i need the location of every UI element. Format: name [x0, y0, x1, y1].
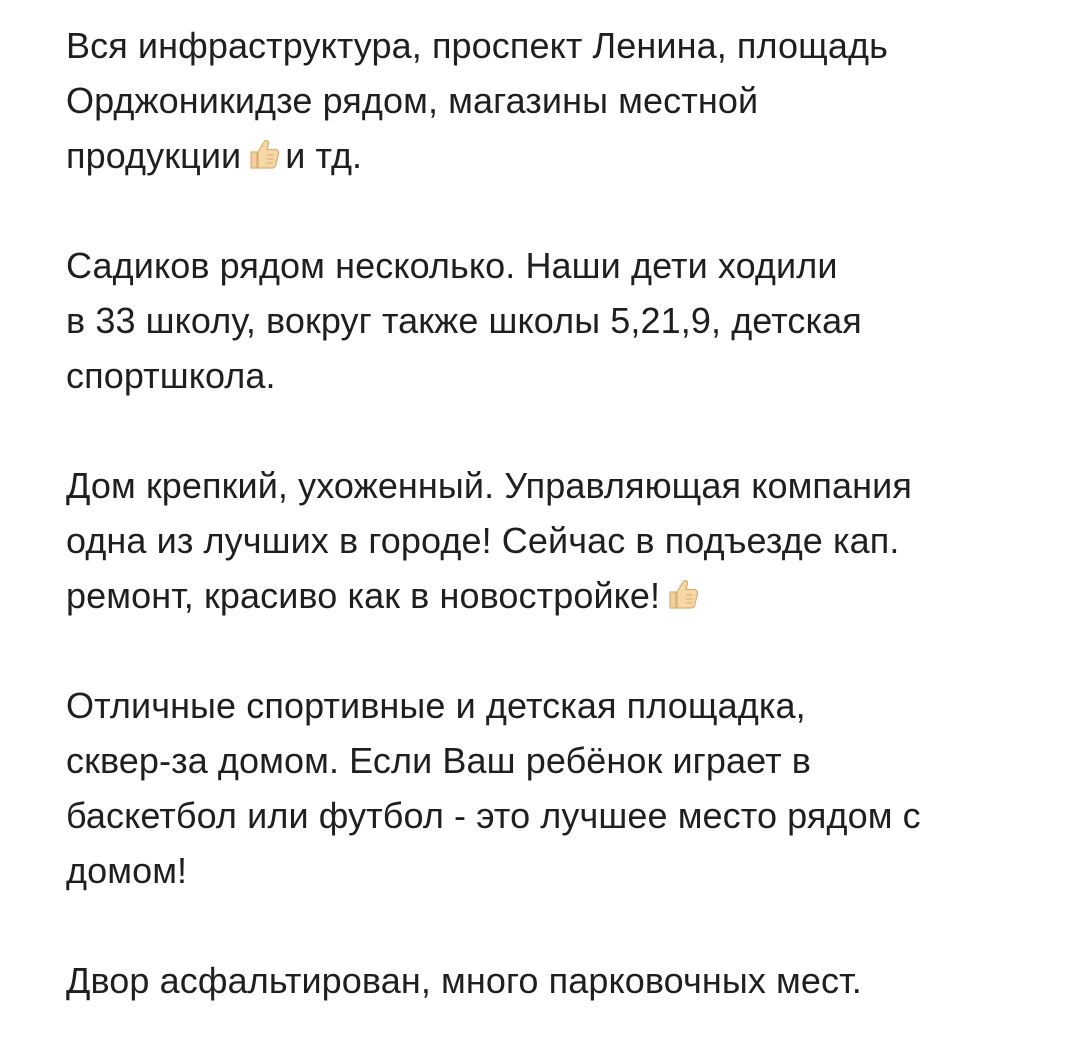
text-line: баскетбол или футбол - это лучшее место рядом с: [66, 795, 921, 836]
paragraph-infrastructure: [66, 18, 1056, 183]
paragraph-schools: [66, 238, 1056, 403]
text-line: одна из лучших в городе! Сейчас в подъезде кап.: [66, 520, 900, 561]
text-line-with-emoji: [66, 568, 1056, 623]
text-line: спортшкола.: [66, 355, 276, 396]
text-fragment: продукции: [66, 135, 242, 176]
text-line: Отличные спортивные и детская площадка,: [66, 685, 806, 726]
paragraph-house: [66, 458, 1056, 623]
text-line-with-emoji: [66, 128, 1056, 183]
text-line: домом!: [66, 850, 188, 891]
text-fragment: и тд.: [285, 135, 363, 176]
paragraph-parking: [66, 953, 1056, 1008]
paragraph-playgrounds: [66, 678, 1056, 898]
text-line: в 33 школу, вокруг также школы 5,21,9, детская: [66, 300, 862, 341]
thumbs-up-icon: [243, 134, 283, 174]
text-line: Садиков рядом несколько. Наши дети ходили: [66, 245, 838, 286]
text-fragment: ремонт, красиво как в новостройке!: [66, 575, 661, 616]
text-line: Дом крепкий, ухоженный. Управляющая компания: [66, 465, 912, 506]
post-body: [66, 18, 1056, 1008]
thumbs-up-icon: [662, 574, 702, 614]
text-line: Двор асфальтирован, много парковочных мест.: [66, 960, 862, 1001]
text-line: сквер-за домом. Если Ваш ребёнок играет в: [66, 740, 811, 781]
text-line: Вся инфраструктура, проспект Ленина, площадь: [66, 25, 888, 66]
text-line: Орджоникидзе рядом, магазины местной: [66, 80, 759, 121]
